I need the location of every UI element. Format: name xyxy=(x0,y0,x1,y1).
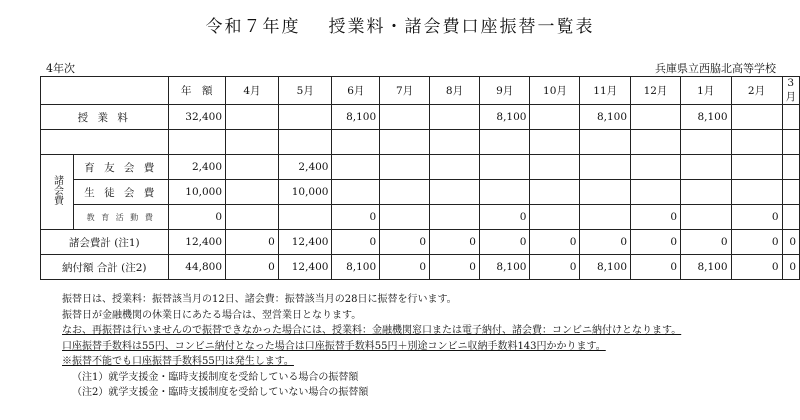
table-cell xyxy=(681,155,732,180)
table-cell: 0 xyxy=(479,205,530,230)
table-cell: 0 xyxy=(681,230,732,255)
table-cell xyxy=(430,205,480,230)
table-cell: 8,100 xyxy=(332,105,380,130)
blank-row xyxy=(41,130,800,155)
table-cell: 0 xyxy=(430,255,480,280)
table-cell: 0 xyxy=(580,230,631,255)
table-cell xyxy=(430,155,480,180)
table-cell xyxy=(631,180,681,205)
table-cell xyxy=(226,205,279,230)
table-cell xyxy=(782,105,800,130)
table-cell xyxy=(380,155,430,180)
table-cell xyxy=(731,155,782,180)
document-title xyxy=(0,12,800,37)
row-label-subtotal: 諸会費計 (注1) xyxy=(41,230,169,255)
note-line: 振替日が金融機関の休業日にあたる場合は、翌営業日となります。 xyxy=(62,309,362,321)
table-cell: 32,400 xyxy=(168,105,226,130)
table-cell: 0 xyxy=(380,255,430,280)
header-month: 8月 xyxy=(430,77,480,105)
table-cell: 0 xyxy=(631,255,681,280)
tuition-row xyxy=(41,105,800,130)
table-cell: 0 xyxy=(332,205,380,230)
row-label: 生 徒 会 費 xyxy=(74,180,169,205)
table-cell xyxy=(530,180,580,205)
table-cell: 0 xyxy=(380,230,430,255)
table-cell xyxy=(380,180,430,205)
table-cell xyxy=(580,155,631,180)
table-cell: 8,100 xyxy=(681,105,732,130)
header-month: 6月 xyxy=(332,77,380,105)
header-month: 9月 xyxy=(479,77,530,105)
header-month: 11月 xyxy=(580,77,631,105)
table-cell: 0 xyxy=(731,230,782,255)
table-cell: 0 xyxy=(631,205,681,230)
table-cell: 2,400 xyxy=(278,155,332,180)
table-cell xyxy=(681,205,732,230)
header-annual: 年 額 xyxy=(168,77,226,105)
table-cell xyxy=(278,205,332,230)
notes-section xyxy=(62,292,681,401)
table-cell: 44,800 xyxy=(168,255,226,280)
table-cell xyxy=(226,155,279,180)
table-cell: 0 xyxy=(479,230,530,255)
grade-label: 4年次 xyxy=(46,62,75,75)
table-cell: 0 xyxy=(530,230,580,255)
table-cell xyxy=(681,180,732,205)
header-month: 1月 xyxy=(681,77,732,105)
table-cell xyxy=(479,180,530,205)
table-cell xyxy=(332,180,380,205)
table-cell xyxy=(479,155,530,180)
header-month: 12月 xyxy=(631,77,681,105)
header-month: 4月 xyxy=(226,77,279,105)
table-cell: 12,400 xyxy=(278,255,332,280)
group-label-shokaihi: 諸会費 xyxy=(41,155,74,230)
table-cell xyxy=(278,105,332,130)
table-cell xyxy=(731,180,782,205)
table-cell: 0 xyxy=(168,205,226,230)
table-cell xyxy=(530,155,580,180)
table-cell: 0 xyxy=(430,230,480,255)
note-line: （注2）就学支援金・臨時支援制度を受給していない場合の振替額 xyxy=(72,387,369,398)
subtotal-row xyxy=(41,230,800,255)
header-month: 5月 xyxy=(278,77,332,105)
table-cell: 0 xyxy=(731,205,782,230)
table-cell xyxy=(530,205,580,230)
table-cell xyxy=(226,180,279,205)
note-line: ※振替不能でも口座振替手数料55円は発生します。 xyxy=(62,356,294,367)
note-line: 振替日は、授業料：振替該当月の12日、諸会費：振替該当月の28日に振替を行います。 xyxy=(62,294,457,305)
table-cell: 8,100 xyxy=(332,255,380,280)
header-month: 2月 xyxy=(731,77,782,105)
note-line: （注1）就学支援金・臨時支援制度を受給している場合の振替額 xyxy=(72,371,359,383)
table-cell xyxy=(782,155,800,180)
fee-row-kyoiku xyxy=(41,205,800,230)
fee-table xyxy=(40,76,800,280)
note-line: なお、再振替は行いませんので振替できなかった場合には、授業料：金融機関窓口または電子納付、諸会費：コンビニ納付けとなります。 xyxy=(62,325,682,336)
school-name: 兵庫県立西脇北高等学校 xyxy=(655,62,776,75)
header-month: 10月 xyxy=(530,77,580,105)
row-label: 教 育 活 動 費 xyxy=(74,205,169,230)
table-cell: 8,100 xyxy=(580,255,631,280)
header-month: 3月 xyxy=(782,77,800,105)
table-cell: 0 xyxy=(226,230,279,255)
table-cell xyxy=(430,105,480,130)
table-cell xyxy=(631,105,681,130)
table-cell: 0 xyxy=(631,230,681,255)
table-cell: 8,100 xyxy=(479,105,530,130)
table-cell: 8,100 xyxy=(681,255,732,280)
table-cell xyxy=(782,205,800,230)
row-label: 育 友 会 費 xyxy=(74,155,169,180)
row-label-tuition: 授 業 料 xyxy=(41,105,169,130)
table-cell: 0 xyxy=(226,255,279,280)
table-cell xyxy=(380,205,430,230)
table-cell: 10,000 xyxy=(168,180,226,205)
header-row xyxy=(41,77,800,105)
fee-row-seito xyxy=(41,180,800,205)
table-cell: 8,100 xyxy=(580,105,631,130)
note-line: 口座振替手数料は55円、コンビニ納付となった場合は口座振替手数料55円＋別途コンビニ収納手数料143円かかります。 xyxy=(62,340,606,352)
table-cell xyxy=(631,155,681,180)
header-corner xyxy=(41,77,169,105)
title-year: 令和７年度 xyxy=(205,17,301,37)
title-main: 授業料・諸会費口座振替一覧表 xyxy=(328,17,595,37)
table-cell xyxy=(226,105,279,130)
fee-row-ikuyu xyxy=(41,155,800,180)
table-cell: 12,400 xyxy=(168,230,226,255)
table-cell xyxy=(430,180,480,205)
table-cell xyxy=(332,155,380,180)
table-cell: 0 xyxy=(782,255,800,280)
table-cell xyxy=(530,105,580,130)
total-row xyxy=(41,255,800,280)
row-label-total: 納付額 合計 (注2) xyxy=(41,255,169,280)
table-cell xyxy=(731,105,782,130)
table-cell: 10,000 xyxy=(278,180,332,205)
table-cell xyxy=(380,105,430,130)
table-cell xyxy=(580,180,631,205)
table-cell xyxy=(782,180,800,205)
table-cell: 0 xyxy=(782,230,800,255)
header-month: 7月 xyxy=(380,77,430,105)
table-cell: 0 xyxy=(530,255,580,280)
table-cell xyxy=(580,205,631,230)
table-cell: 8,100 xyxy=(479,255,530,280)
table-cell: 0 xyxy=(332,230,380,255)
table-cell: 2,400 xyxy=(168,155,226,180)
table-cell: 12,400 xyxy=(278,230,332,255)
table-cell: 0 xyxy=(731,255,782,280)
